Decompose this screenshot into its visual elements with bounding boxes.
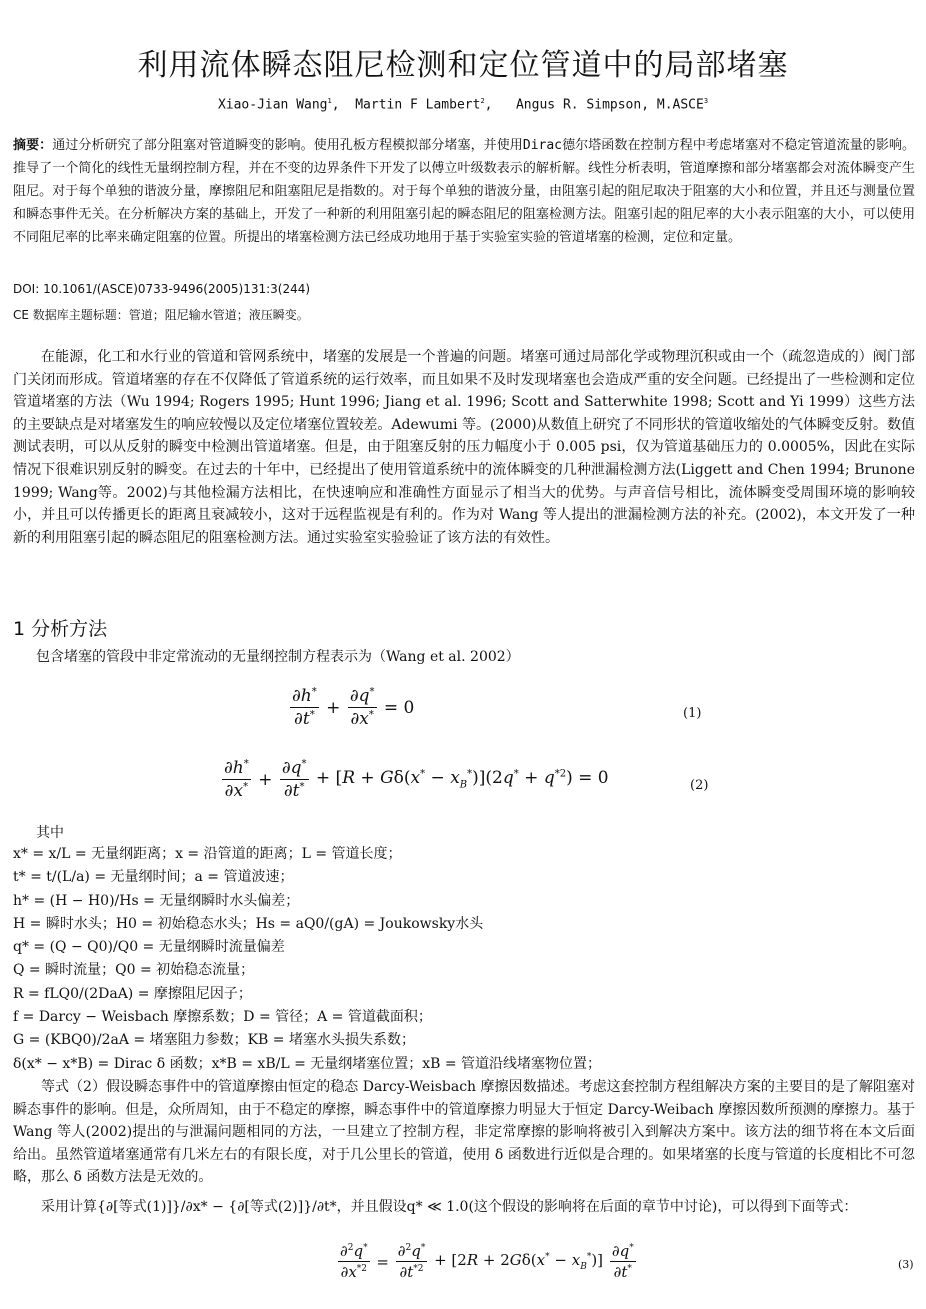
author-affiliation: 2: [480, 97, 485, 105]
body-paragraph: 等式（2）假设瞬态事件中的管道摩擦由恒定的稳态 Darcy-Weisbach 摩擦因数描述。考虑这套控制方程组解决方案的主要目的是了解阻塞对瞬态事件的影响。但是，众所周知，由于不稳定的摩擦，瞬态事件中的管道摩擦力明显大于恒定 Darcy-Weibach 摩擦因数所预测的摩擦力。基于 Wang 等人(2002)提出的与泄漏问题相同的方法，一旦建立了控制方程，非定常摩擦的影响将被引入到解决方案中。该方法的细节将在本文后面给出。虽然管道堵塞通常有几米左右的有限长度，对于几公里长的管道，使用 δ 函数进行近似是合理的。如果堵塞的长度与管道的长度相比不可忽略，那么 δ 函数方法是无效的。: [13, 1079, 915, 1185]
definition-item: G = (KBQ0)/2aA = 堵塞阻力参数；KB = 堵塞水头损失系数；: [13, 1032, 415, 1049]
keywords: [13, 306, 309, 323]
body-paragraph: 采用计算{∂[等式(1)]}/∂x* − {∂[等式(2)]}/∂t*，并且假设q* ≪ 1.0(这个假设的影响将在后面的章节中讨论)，可以得到下面等式：: [41, 1199, 858, 1215]
author-affiliation: 1: [327, 97, 332, 105]
section-heading: 1 分析方法: [13, 618, 108, 640]
definition-item: Q = 瞬时流量；Q0 = 初始稳态流量；: [13, 962, 255, 979]
definition-item: h* = (H − H0)/Hs = 无量纲瞬时水头偏差；: [13, 892, 300, 909]
keywords-value: 管道；阻尼输水管道；液压瞬变。: [128, 308, 309, 322]
author-list: Xiao-Jian Wang$^1$, Martin F Lambert$^2$, Angus R. Simpson, M.ASCE$^3$: [217, 97, 709, 113]
equation-1: $\frac{\partial h^*}{\partial t^*}$ + $\frac{\partial q^*}{\partial x^*}$ = 0: [292, 686, 415, 729]
equations-intro: 包含堵塞的管段中非定常流动的无量纲控制方程表示为（Wang et al. 2002）: [36, 649, 520, 665]
definition-item: x* = x/L = 无量纲距离；x = 沿管道的距离；L = 管道长度；: [13, 846, 402, 862]
equation-number: (1): [683, 706, 702, 721]
abstract-label: 摘要：: [13, 138, 53, 153]
where-label: 其中: [36, 825, 64, 841]
keywords-label: CE 数据库主题标题：: [13, 308, 129, 322]
definition-item: t* = t/(L/a) = 无量纲时间；a = 管道波速；: [13, 869, 294, 886]
author-name: Xiao-Jian Wang: [217, 97, 328, 113]
author-name: Angus R. Simpson, M.ASCE: [515, 97, 704, 113]
abstract: [13, 134, 915, 249]
abstract-text: 通过分析研究了部分阻塞对管道瞬变的影响。使用孔板方程模拟部分堵塞，并使用Dirac德尔塔函数在控制方程中考虑堵塞对不稳定管道流量的影响。推导了一个简化的线性无量纲控制方程，并在不变的边界条件下开发了以傅立叶级数表示的解析解。线性分析表明，管道摩擦和部分堵塞都会对流体瞬变产生阻尼。对于每个单独的谐波分量，摩擦阻尼和阻塞阻尼是指数的。对于每个单独的谐波分量，由阻塞引起的阻尼取决于阻塞的大小和位置，并且还与测量位置和瞬态事件无关。在分析解决方案的基础上，开发了一种新的利用阻塞引起的瞬态阻尼的阻塞检测方法。阻塞引起的阻尼率的大小表示阻塞的大小，可以使用不同阻尼率的比率来确定阻塞的位置。所提出的堵塞检测方法已经成功地用于基于实验室实验的管道堵塞的检测，定位和定量。: [13, 138, 915, 245]
equation-3: $\frac{\partial^2q^*}{\partial x^{*2}}$ = $\frac{\partial^2q^*}{\partial t^{*2}}$ + $[2R + 2G\delta(x^* - x_B^*)]$ $\frac{\partial q^*}{\partial t^*}$: [340, 1242, 634, 1281]
equation-number: (2): [690, 778, 709, 793]
definition-item: H = 瞬时水头；H0 = 初始稳态水头；Hs = aQ0/(gA) = Joukowsky水头: [13, 915, 484, 932]
equation-number: (3): [898, 1258, 914, 1271]
definition-item: δ(x* − x*B) = Dirac δ 函数；x*B = xB/L = 无量纲堵塞位置；xB = 管道沿线堵塞物位置；: [13, 1055, 602, 1072]
author-name: Martin F Lambert: [355, 97, 481, 113]
doi: DOI: 10.1061/(ASCE)0733-9496(2005)131:3(244): [13, 282, 311, 296]
equation-2: $\frac{\partial h^*}{\partial x^*}$ + $\frac{\partial q^*}{\partial t^*}$ + $[R + G\delta(x^* - x_B^*)](2q^* + q^{*2}) = 0$: [224, 758, 609, 801]
definition-item: q* = (Q − Q0)/Q0 = 无量纲瞬时流量偏差: [13, 939, 285, 956]
definition-list: [13, 843, 601, 1076]
author-affiliation: 3: [703, 97, 709, 105]
definition-item: f = Darcy − Weisbach 摩擦系数；D = 管径；A = 管道截面积；: [13, 1009, 432, 1026]
definition-item: R = fLQ0/(2DaA) = 摩擦阻尼因子；: [13, 985, 252, 1002]
intro-paragraph: 在能源，化工和水行业的管道和管网系统中，堵塞的发展是一个普遍的问题。堵塞可通过局部化学或物理沉积或由一个（疏忽造成的）阀门部门关闭而形成。管道堵塞的存在不仅降低了管道系统的运行效率，而且如果不及时发现堵塞也会造成严重的安全问题。已经提出了一些检测和定位管道堵塞的方法（Wu 1994; Rogers 1995; Hunt 1996; Jiang et al. 1996; Scott and Satterwhite 1998; Scott and Yi 1999）这些方法的主要缺点是对堵塞发生的响应较慢以及定位堵塞位置较差。Adewumi 等。(2000)从数值上研究了不同形状的管道收缩处的气体瞬变反射。数值测试表明，可以从反射的瞬变中检测出管道堵塞。但是，由于阻塞反射的压力幅度小于 0.005 psi，仅为管道基础压力的 0.0005%，因此在实际情况下很难识别反射的瞬变。在过去的十年中，已经提出了使用管道系统中的流体瞬变的几种泄漏检测方法(Liggett and Chen 1994; Brunone 1999; Wang等。2002)与其他检漏方法相比，在快速响应和准确性方面显示了相当大的优势。与声音信号相比，流体瞬变受周围环境的影响较小，并且可以传播更长的距离且衰减较小，这对于远程监视是有利的。作为对 Wang 等人提出的泄漏检测方法的补充。(2002)，本文开发了一种新的利用阻塞引起的瞬态阻尼的阻塞检测方法。通过实验室实验验证了该方法的有效性。: [13, 349, 915, 546]
paper-title: 利用流体瞬态阻尼检测和定位管道中的局部堵塞: [137, 48, 789, 83]
